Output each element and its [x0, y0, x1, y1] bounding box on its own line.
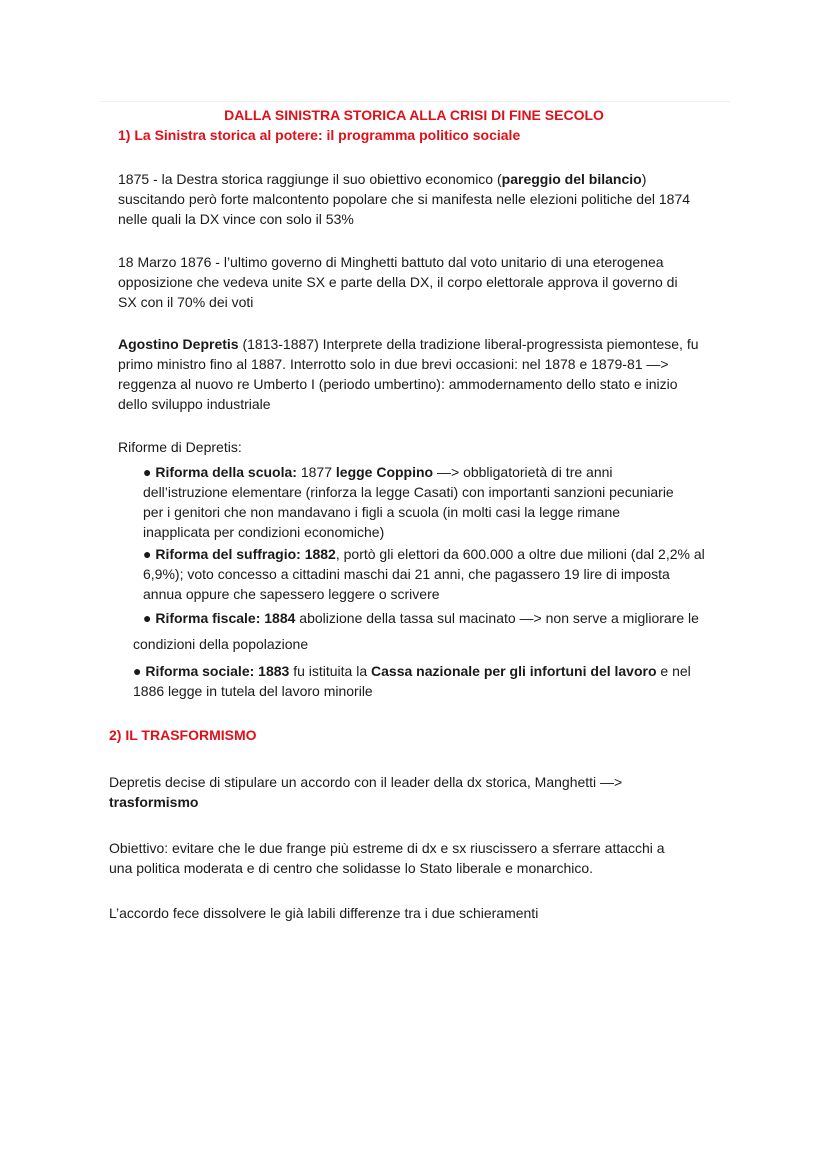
bullet-riforma-fiscale: [143, 608, 699, 628]
section-1-heading: 1) La Sinistra storica al potere: il programma politico sociale: [118, 127, 521, 143]
p1-text-a: 1875 - la Destra storica raggiunge il suo obiettivo economico (: [118, 171, 502, 187]
paragraph-1876: [118, 252, 678, 312]
b3-text: abolizione della tassa sul macinato —> non serve a migliorare le: [295, 610, 699, 626]
b1-text-b: —> obbligatorietà di tre anni: [433, 464, 613, 480]
paragraph-1875: [118, 169, 690, 229]
b1-text-a: 1877: [296, 464, 336, 480]
b1-line4: inapplicata per condizioni economiche): [143, 524, 385, 540]
paragraph-obiettivo: [109, 838, 665, 878]
bullet-riforma-suffragio: [143, 544, 705, 604]
p3-line3: reggenza al nuovo re Umberto I (periodo umbertino): ammodernamento dello stato e inizio: [118, 376, 678, 392]
b1-line2: dell’istruzione elementare (rinforza la legge Casati) con importanti sanzioni pecuniarie: [143, 484, 674, 500]
p1-line2: suscitando però forte malcontento popolare che si manifesta nelle elezioni politiche del 1874: [118, 191, 691, 207]
bullet-riforma-scuola: [143, 462, 674, 542]
b4-bold-a: ● Riforma sociale: 1883: [133, 663, 290, 679]
section-2-heading: 2) IL TRASFORMISMO: [109, 727, 257, 743]
p3-line4: dello sviluppo industriale: [118, 396, 271, 412]
p1-text-c: ): [641, 171, 647, 187]
p2-line2: opposizione che vedeva unite SX e parte della DX, il corpo elettorale approva il governo di: [118, 274, 678, 290]
p1-line3: nelle quali la DX vince con solo il 53%: [118, 211, 354, 227]
b1-bold-b: legge Coppino: [335, 464, 434, 480]
header-rule: [100, 101, 730, 102]
b3-line2: condizioni della popolazione: [133, 636, 309, 652]
p5-line2: una politica moderata e di centro che solidasse lo Stato liberale e monarchico.: [109, 860, 594, 876]
p3-text-a: (1813-1887) Interprete della tradizione liberal-progressista piemontese, fu: [238, 336, 699, 352]
b4-bold-b: Cassa nazionale per gli infortuni del lavoro: [371, 663, 657, 679]
b4-line2: 1886 legge in tutela del lavoro minorile: [133, 683, 373, 699]
b4-text-b: e nel: [656, 663, 691, 679]
b2-bold: ● Riforma del suffragio: 1882: [143, 546, 336, 562]
b4-text-a: fu istituita la: [289, 663, 372, 679]
riforme-heading: Riforme di Depretis:: [118, 439, 242, 455]
doc-title: DALLA SINISTRA STORICA ALLA CRISI DI FINE SECOLO: [224, 107, 604, 123]
p2-line3: SX con il 70% dei voti: [118, 294, 254, 310]
b2-line2: 6,9%); voto concesso a cittadini maschi dai 21 anni, che pagassero 19 lire di imposta: [143, 566, 670, 582]
b3-bold: ● Riforma fiscale: 1884: [143, 610, 296, 626]
b1-bold-a: ● Riforma della scuola:: [143, 464, 297, 480]
p4-bold: trasformismo: [109, 794, 199, 810]
paragraph-accordo: L’accordo fece dissolvere le già labili differenze tra i due schieramenti: [109, 905, 539, 921]
paragraph-trasformismo: [109, 772, 622, 812]
b2-line3: annua oppure che sapessero leggere o scrivere: [143, 586, 440, 602]
bullet-riforma-sociale: [133, 661, 691, 701]
b1-line3: per i genitori che non mandavano i figli a scuola (in molti casi la legge rimane: [143, 504, 621, 520]
paragraph-depretis: [118, 334, 699, 414]
b2-text: , portò gli elettori da 600.000 a oltre due milioni (dal 2,2% al: [335, 546, 705, 562]
p1-bold: pareggio del bilancio: [501, 171, 642, 187]
p3-bold: Agostino Depretis: [118, 336, 239, 352]
p2-line1: 18 Marzo 1876 - l’ultimo governo di Minghetti battuto dal voto unitario di una eterogenea: [118, 254, 664, 270]
p3-line2: primo ministro fino al 1887. Interrotto solo in due brevi occasioni: nel 1878 e 1879-81 —>: [118, 356, 669, 372]
p5-line1: Obiettivo: evitare che le due frange più estreme di dx e sx riuscissero a sferrare attacchi a: [109, 840, 665, 856]
p4-line1: Depretis decise di stipulare un accordo con il leader della dx storica, Manghetti —>: [109, 774, 623, 790]
